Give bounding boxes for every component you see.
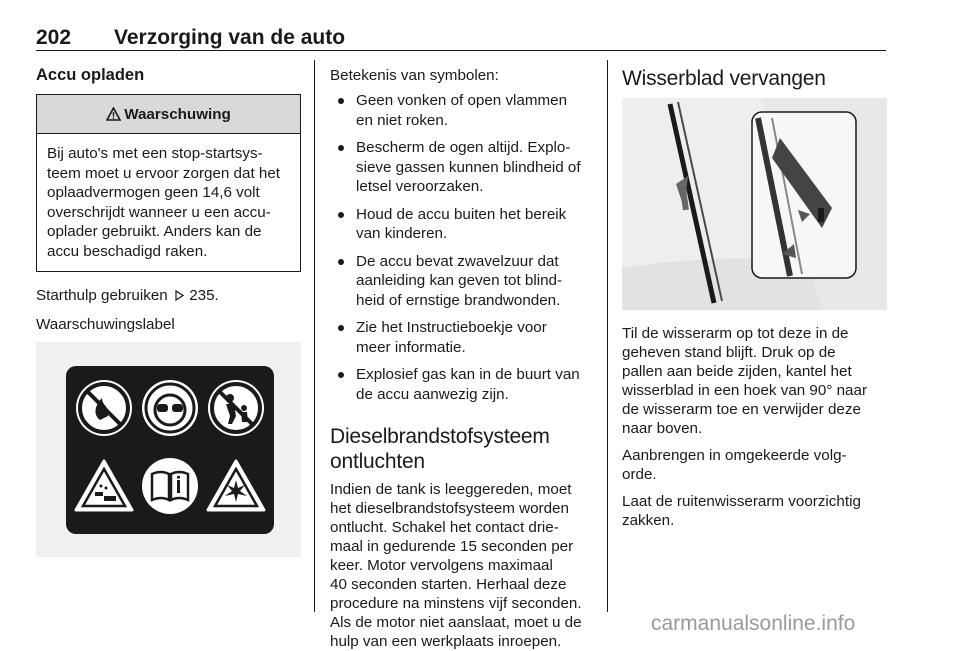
- paragraph-line: naar boven.: [622, 420, 703, 437]
- warning-label-figure: [36, 342, 301, 557]
- warning-line: teem moet u ervoor zorgen dat het: [47, 164, 281, 182]
- wiper-section-title: Wisserblad vervangen: [622, 67, 826, 90]
- explosion-icon: [205, 458, 267, 514]
- warning-line: oplader gebruikt. Anders kan de: [47, 223, 262, 240]
- paragraph-line: pallen aan beide zijden, kantel het: [622, 363, 852, 380]
- wiper-paragraph-1: [622, 324, 887, 438]
- jumpstart-text: Starthulp gebruiken: [36, 287, 168, 304]
- column-divider-1: [314, 60, 315, 612]
- section-heading-accu-opladen: Accu opladen: [36, 66, 145, 84]
- bullet-line: en niet roken.: [356, 111, 449, 129]
- bullet-line: Zie het Instructieboekje voor: [356, 319, 547, 336]
- list-item: [330, 205, 595, 244]
- paragraph-line: geheven stand blijft. Druk op de: [622, 344, 836, 361]
- diesel-title-line: Dieselbrandstofsysteem: [330, 425, 550, 448]
- acid-icon: [73, 458, 135, 514]
- wiper-paragraph-3: [622, 492, 887, 530]
- paragraph-line: ontlucht. Schakel het contact drie-: [330, 519, 559, 536]
- page-number: 202: [36, 26, 72, 49]
- symbols-intro: Betekenis van symbolen:: [330, 67, 499, 84]
- warning-header: [37, 95, 300, 134]
- reference-arrow-icon: [175, 290, 184, 301]
- warning-title: Waarschuwing: [124, 105, 231, 123]
- manual-icon: [140, 456, 200, 516]
- list-item: [330, 365, 595, 404]
- keep-children-away-icon: [206, 378, 266, 438]
- bullet-line: De accu bevat zwavelzuur dat: [356, 252, 559, 270]
- paragraph-line: 40 seconden starten. Herhaal deze: [330, 576, 567, 593]
- warning-line: oplaadvermogen geen 14,6 volt: [47, 184, 260, 201]
- column-3: [622, 66, 887, 530]
- wiper-blade-figure: [622, 98, 887, 310]
- column-2: [330, 66, 595, 651]
- diesel-section-title: [330, 424, 595, 474]
- warning-label: [66, 366, 274, 534]
- diesel-title-line: ontluchten: [330, 450, 425, 473]
- bullet-line: van kinderen.: [356, 225, 448, 242]
- column-divider-2: [607, 60, 608, 612]
- warning-line: accu beschadigd raken.: [47, 242, 208, 260]
- warning-text: [37, 134, 300, 271]
- column-1: [36, 66, 301, 557]
- warning-line: overschrijdt wanneer u een accu-: [47, 203, 271, 221]
- list-item: [330, 91, 595, 130]
- paragraph-line: wisserblad in een hoek van 90° naar: [622, 382, 868, 399]
- paragraph-line: orde.: [622, 466, 657, 483]
- paragraph-line: hulp van een werkplaats inroepen.: [330, 633, 562, 650]
- bullet-line: Houd de accu buiten het bereik: [356, 205, 567, 223]
- jumpstart-reference[interactable]: [36, 286, 301, 305]
- bullet-line: Geen vonken of open vlammen: [356, 92, 568, 109]
- wiper-paragraph-2: [622, 446, 887, 484]
- watermark: carmanualsonline.info: [651, 612, 856, 635]
- paragraph-line: Indien de tank is leeggereden, moet: [330, 481, 572, 498]
- paragraph-line: Til de wisserarm op tot deze in de: [622, 325, 849, 342]
- bullet-line: letsel veroorzaken.: [356, 178, 484, 195]
- warning-triangle-icon: [106, 107, 121, 121]
- diesel-paragraph: [330, 480, 595, 651]
- bullet-line: Explosief gas kan in de buurt van: [356, 366, 580, 383]
- page-header-title: Verzorging van de auto: [114, 26, 346, 49]
- label-heading: Waarschuwingslabel: [36, 316, 175, 333]
- list-item: [330, 138, 595, 197]
- no-flame-icon: [74, 378, 134, 438]
- list-item: [330, 318, 595, 357]
- symbol-list: [330, 91, 595, 404]
- list-item: [330, 252, 595, 311]
- header-rule: [36, 50, 886, 51]
- eye-protection-icon: [140, 378, 200, 438]
- paragraph-line: de wisserarm toe en verwijder deze: [622, 401, 861, 418]
- bullet-line: aanleiding kan geven tot blind-: [356, 272, 563, 289]
- wiper-blade-illustration: [622, 98, 887, 310]
- paragraph-line: zakken.: [622, 512, 675, 529]
- paragraph-line: Laat de ruitenwisserarm voorzichtig: [622, 493, 861, 510]
- paragraph-line: Als de motor niet aanslaat, moet u de: [330, 614, 582, 631]
- bullet-line: de accu aanwezig zijn.: [356, 385, 509, 403]
- paragraph-line: Aanbrengen in omgekeerde volg-: [622, 447, 847, 464]
- bullet-line: sieve gassen kunnen blindheid of: [356, 158, 581, 176]
- paragraph-line: het dieselbrandstofsysteem worden: [330, 500, 569, 517]
- warning-line: Bij auto's met een stop-startsys-: [47, 145, 263, 162]
- paragraph-line: maal in gedurende 15 seconden per: [330, 538, 574, 555]
- paragraph-line: procedure na minstens vijf seconden.: [330, 595, 582, 612]
- paragraph-line: keer. Motor vervolgens maximaal: [330, 557, 553, 574]
- warning-box: [36, 94, 301, 272]
- bullet-line: Bescherm de ogen altijd. Explo-: [356, 139, 571, 156]
- bullet-line: heid of ernstige brandwonden.: [356, 291, 561, 309]
- bullet-line: meer informatie.: [356, 338, 466, 356]
- jumpstart-page: 235.: [189, 287, 219, 304]
